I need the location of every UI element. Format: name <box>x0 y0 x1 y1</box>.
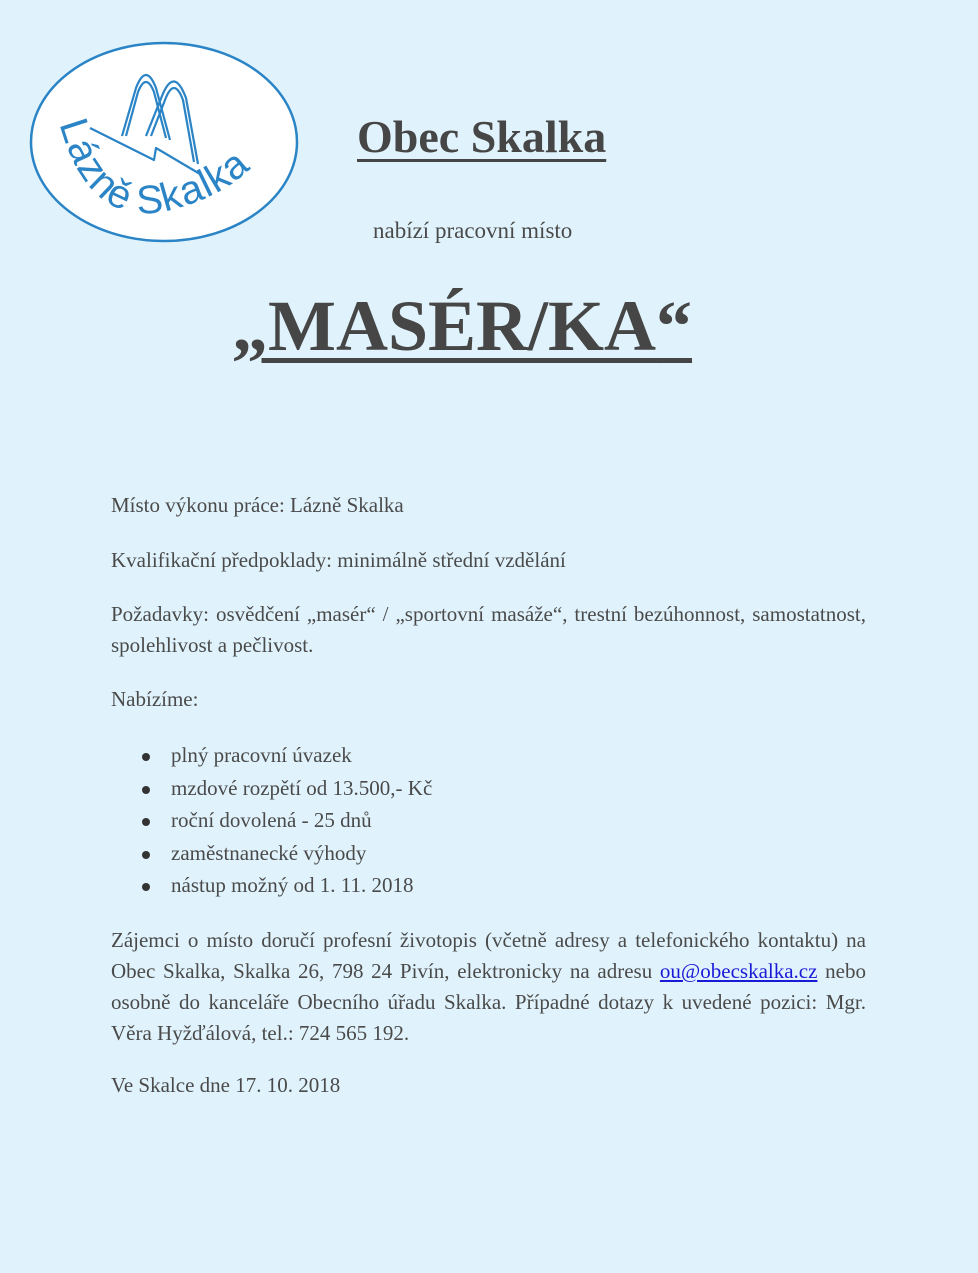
list-item <box>111 838 432 871</box>
job-title-close-quote: “ <box>656 286 693 366</box>
bullet-icon <box>142 753 150 761</box>
benefit-text: nástup možný od 1. 11. 2018 <box>171 873 414 897</box>
workplace-paragraph <box>111 490 866 521</box>
contact-outro: nebo osobně do kanceláře Obecního úřadu Skalka. Případné dotazy k uvedené pozici: Mgr. Věra Hyžďálová, tel.: 724 565 192. <box>111 959 866 1045</box>
requirements-paragraph <box>111 599 866 661</box>
benefit-text: zaměstnanecké výhody <box>171 840 367 865</box>
offer-heading-paragraph <box>111 684 866 715</box>
benefit-text: roční dovolená - 25 dnů <box>171 808 372 832</box>
list-item <box>111 805 432 838</box>
list-item <box>111 870 432 903</box>
qualification-text: Kvalifikační předpoklady: minimálně střední vzdělání <box>111 548 566 572</box>
job-title <box>232 285 692 368</box>
bullet-icon <box>142 851 150 859</box>
qualification-paragraph <box>111 545 866 576</box>
benefits-list <box>111 740 432 903</box>
workplace-text: Místo výkonu práce: Lázně Skalka <box>111 493 404 517</box>
bullet-icon <box>142 786 150 794</box>
email-link[interactable]: ou@obecskalka.cz <box>659 959 818 983</box>
offer-heading: Nabízíme: <box>111 687 199 711</box>
list-item <box>111 740 432 773</box>
benefit-text: plný pracovní úvazek <box>171 743 352 767</box>
org-title: Obec Skalka <box>357 111 607 162</box>
logo-text: Lázně Skalka <box>50 113 258 224</box>
contact-text <box>111 925 866 1049</box>
date-line: Ve Skalce dne 17. 10. 2018 <box>111 1073 341 1097</box>
lazne-skalka-logo <box>28 40 300 244</box>
bullet-icon <box>142 818 150 826</box>
requirements-text: Požadavky: osvědčení „masér“ / „sportovní masáže“, trestní bezúhonnost, samostatnost, spolehlivost a pečlivost. <box>111 602 866 657</box>
contact-intro: Zájemci o místo doručí profesní životopis (včetně adresy a telefonického kontaktu) na Obec Skalka, Skalka 26, 798 24 Pivín, elektronicky na adresu <box>111 928 866 983</box>
date-paragraph <box>111 1070 866 1101</box>
bullet-icon <box>142 883 150 891</box>
subtitle: nabízí pracovní místo <box>373 218 573 243</box>
benefit-text: mzdové rozpětí od 13.500,- Kč <box>171 775 433 800</box>
contact-paragraph <box>111 925 866 1049</box>
job-title-main: „MASÉR/KA <box>232 286 657 366</box>
list-item <box>111 773 432 806</box>
